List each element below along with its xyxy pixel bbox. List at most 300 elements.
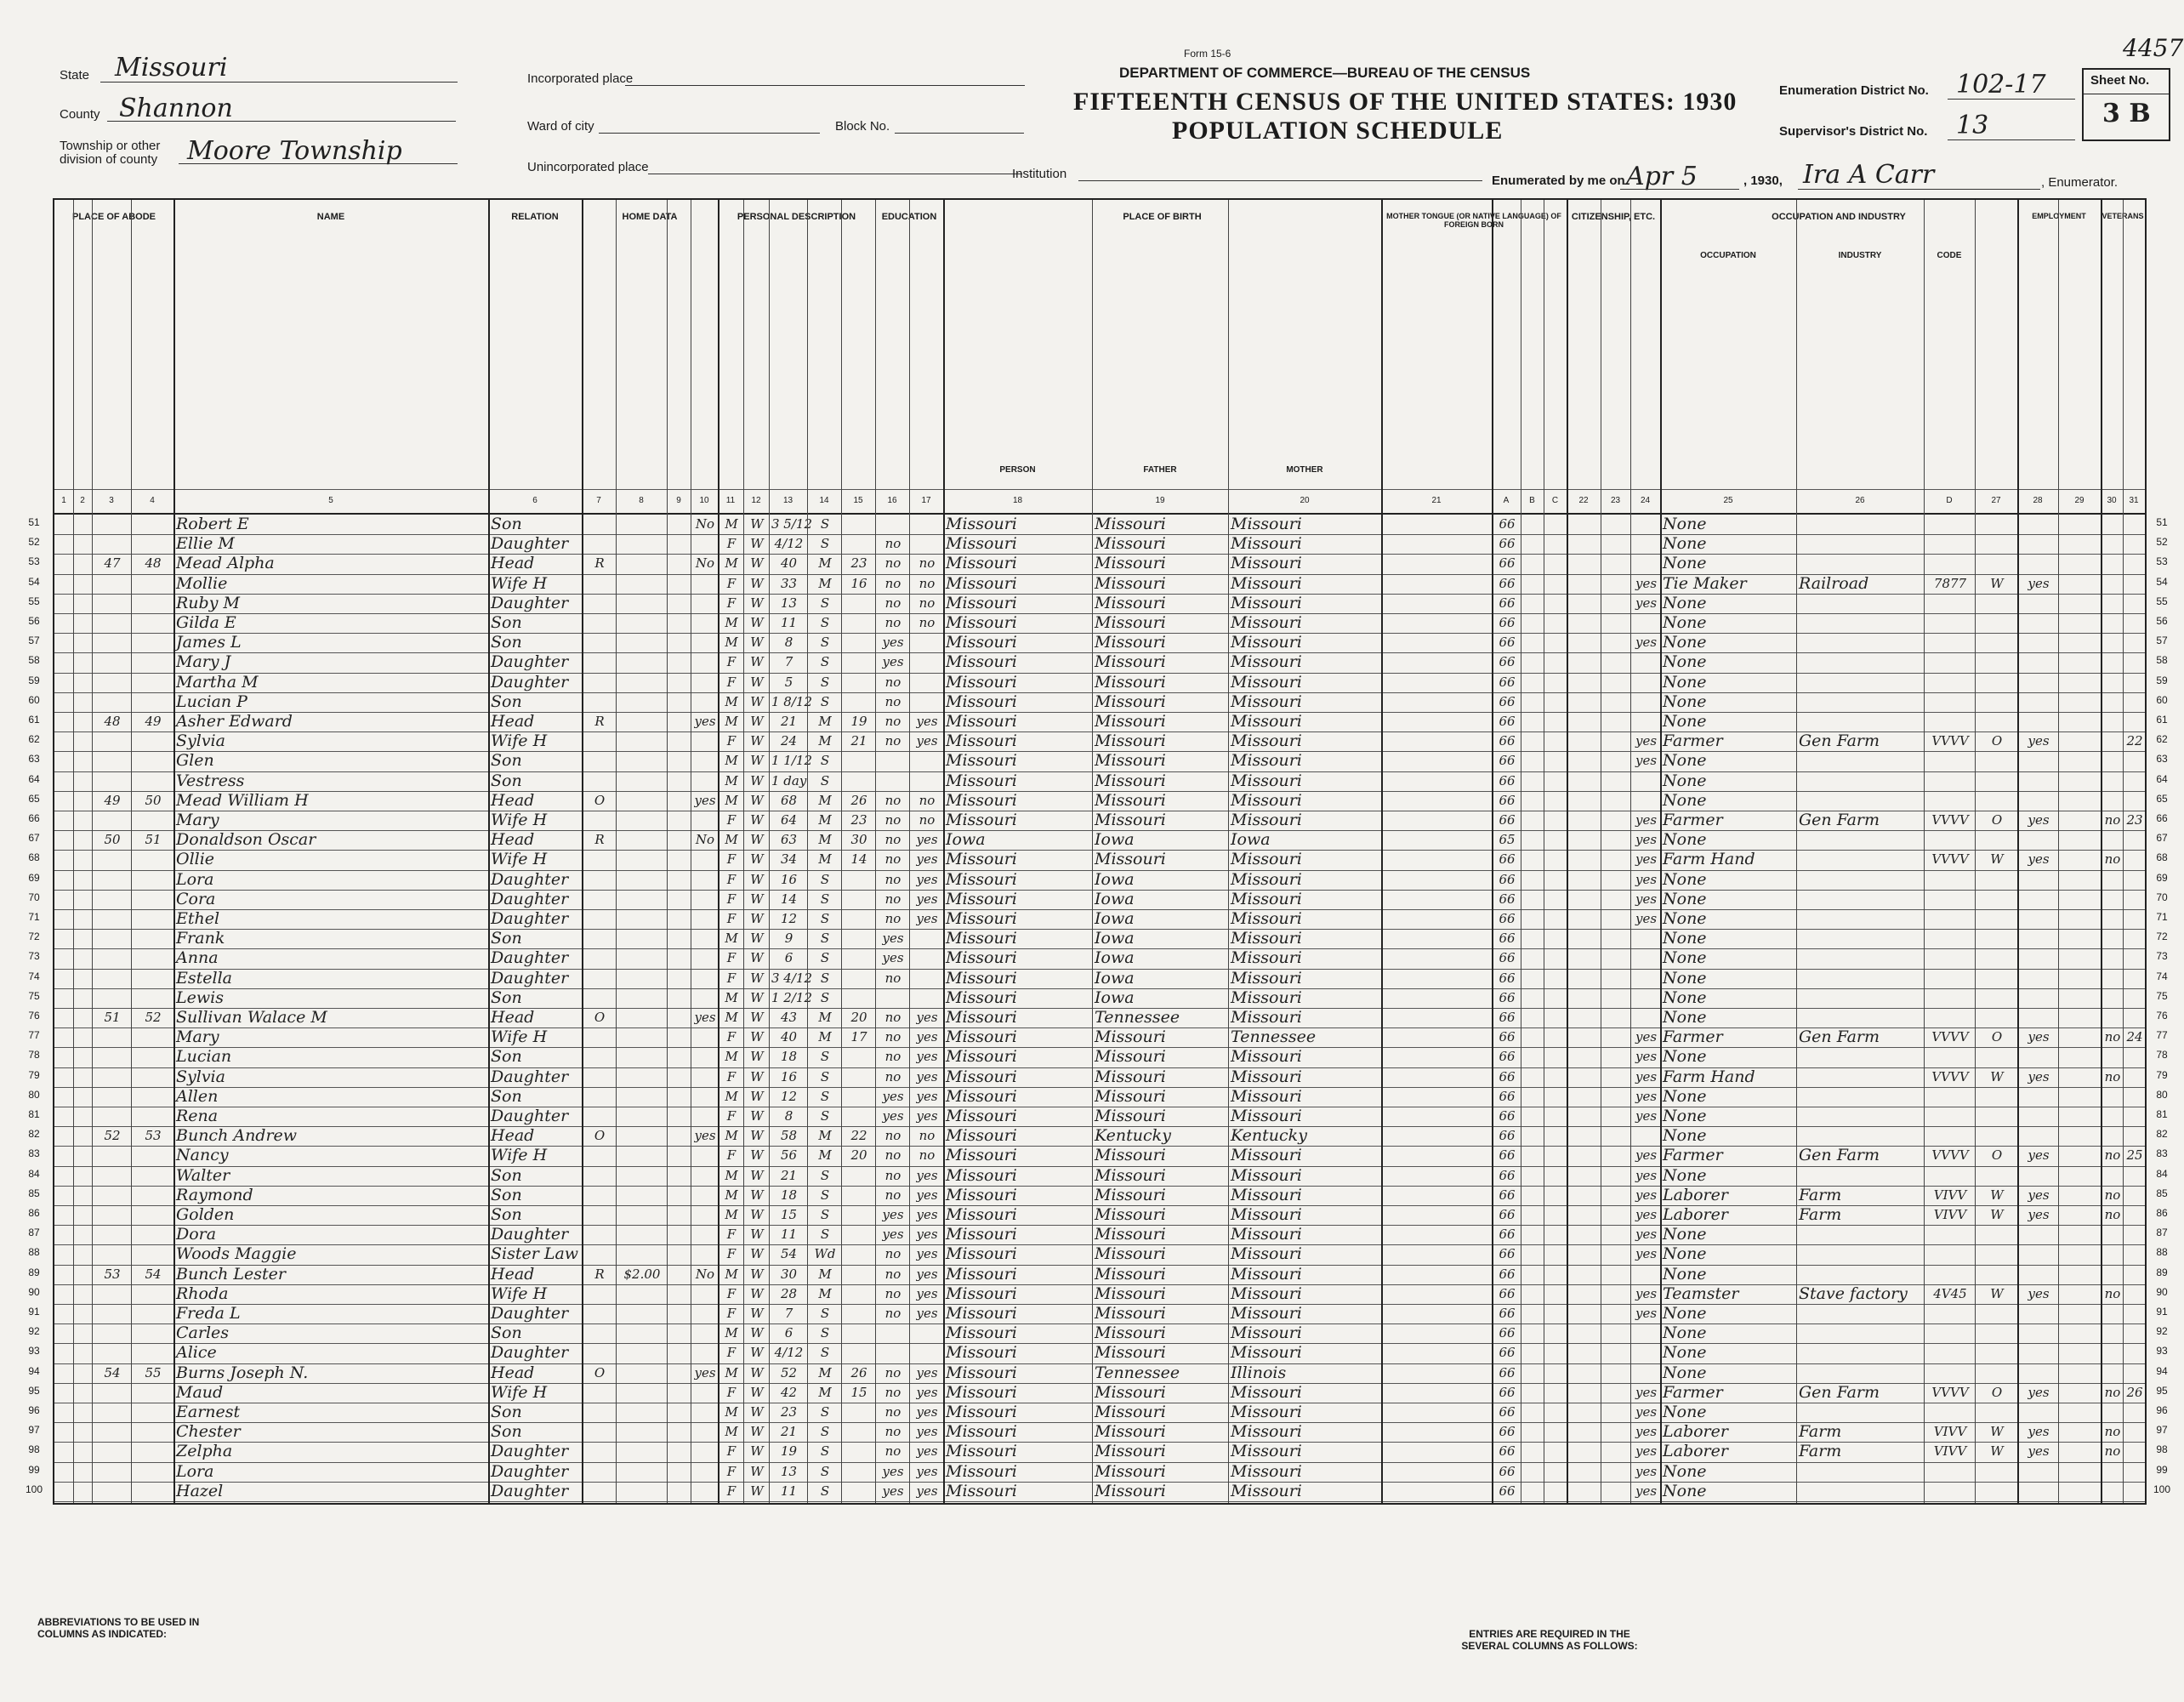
- cell-sch: [878, 771, 908, 791]
- cell-own: [584, 1482, 615, 1501]
- cell-occ: None: [1663, 1323, 1707, 1343]
- cell-own: [584, 751, 615, 771]
- cell-cls: [1977, 1462, 2016, 1482]
- cell-rw: [912, 692, 942, 712]
- cell-cls: [1977, 1244, 2016, 1264]
- cell-age: 40: [780, 1029, 798, 1045]
- line-number: 67: [28, 832, 40, 845]
- cell-fam: 53: [145, 1128, 162, 1144]
- cell-emp: [2020, 1343, 2057, 1363]
- cell-code: 66: [1499, 1345, 1516, 1361]
- cell-radio: [669, 594, 690, 613]
- cell-rel: Head: [491, 712, 535, 731]
- cell-sch: no: [884, 851, 901, 868]
- cell-race: W: [750, 1325, 764, 1341]
- cell-race: W: [750, 812, 764, 828]
- cell-eng: yes: [1635, 1384, 1658, 1400]
- cell-eng: yes: [1635, 1306, 1658, 1321]
- cell-bm: Missouri: [1231, 712, 1302, 731]
- cell-war: [2125, 633, 2144, 652]
- cell-bp: Missouri: [946, 1086, 1017, 1106]
- cell-bp: Missouri: [946, 1403, 1017, 1421]
- cell-rel: Daughter: [491, 652, 569, 672]
- year-label: , 1930,: [1743, 174, 1783, 188]
- cell-race: W: [750, 891, 764, 907]
- cell-emp: [2020, 652, 2057, 672]
- block-label: Block No.: [835, 119, 890, 134]
- cell-eng: [1633, 791, 1659, 811]
- cell-sch: no: [884, 693, 901, 709]
- cell-farm: [693, 1166, 717, 1186]
- cell-sex: F: [726, 1147, 737, 1164]
- cell-race: W: [750, 555, 764, 572]
- column-number: 19: [1155, 496, 1165, 505]
- line-number: 93: [28, 1345, 40, 1358]
- cell-val: [618, 1008, 666, 1027]
- line-number: 58: [28, 654, 40, 667]
- cell-eng: yes: [1635, 1029, 1658, 1045]
- cell-age: 7: [784, 1306, 793, 1321]
- cell-ind: Farm: [1799, 1442, 1842, 1461]
- cell-bf: Iowa: [1095, 988, 1135, 1007]
- cell-sex: F: [726, 536, 737, 552]
- cell-bm: Missouri: [1231, 1225, 1302, 1244]
- cell-emp: [2020, 1047, 2057, 1067]
- cell-war: [2125, 870, 2144, 890]
- cell-bf: Kentucky: [1095, 1126, 1171, 1146]
- cell-ind: Farm: [1799, 1205, 1842, 1224]
- cell-occ: Farmer: [1663, 1382, 1723, 1402]
- cell-am: [844, 870, 874, 890]
- cell-name: Lora: [176, 869, 214, 889]
- cell-bm: Illinois: [1231, 1363, 1287, 1382]
- enumerated-label: Enumerated by me on: [1492, 174, 1625, 188]
- cell-cls: [1977, 1323, 2016, 1343]
- cell-bp: Missouri: [946, 1126, 1017, 1146]
- cell-eng: [1633, 1343, 1659, 1363]
- cell-dw: [94, 1186, 130, 1205]
- cell-rel: Wife H: [491, 1146, 548, 1165]
- cell-sex: F: [726, 733, 737, 749]
- group-citizenship: CITIZENSHIP, ETC.: [1571, 212, 1656, 222]
- cell-code: 66: [1499, 851, 1516, 868]
- cell-fam: [134, 1166, 173, 1186]
- cell-dw: 48: [104, 714, 121, 729]
- cell-age: 18: [780, 1187, 798, 1203]
- cell-vet: [2103, 791, 2122, 811]
- cell-rw: yes: [916, 851, 938, 868]
- cell-vet: [2103, 988, 2122, 1008]
- cell-dw: [94, 1482, 130, 1501]
- cell-bp: Missouri: [946, 1185, 1017, 1204]
- county-value: Shannon: [119, 94, 233, 123]
- cell-age: 1 day: [771, 772, 807, 788]
- cell-vet: [2103, 929, 2122, 948]
- cell-own: [584, 1304, 615, 1323]
- cell-code: 66: [1499, 1128, 1516, 1144]
- cell-radio: [669, 1403, 690, 1422]
- cell-age: 3 5/12: [771, 516, 812, 532]
- cell-bp: Missouri: [946, 1047, 1017, 1067]
- cell-sch: no: [884, 1364, 901, 1380]
- cell-radio: [669, 1462, 690, 1482]
- cell-am: [844, 1107, 874, 1126]
- cell-age: 5: [784, 674, 793, 690]
- cell-emp: [2020, 1462, 2057, 1482]
- cell-name: Woods Maggie: [176, 1244, 297, 1264]
- cell-code: 66: [1499, 1364, 1516, 1380]
- cell-fam: [134, 692, 173, 712]
- cell-farm: yes: [694, 1364, 716, 1380]
- cell-cls: [1977, 515, 2016, 534]
- cell-cls: O: [1991, 1029, 2003, 1045]
- table-row: [54, 1126, 2145, 1146]
- cell-farm: [693, 692, 717, 712]
- table-row: [54, 1462, 2145, 1482]
- cell-name: Frank: [176, 929, 225, 948]
- cell-sch: no: [884, 891, 901, 907]
- cell-rw: [912, 751, 942, 771]
- cell-rw: yes: [916, 1049, 938, 1065]
- cell-occ: None: [1663, 1107, 1707, 1125]
- incorporated-label: Incorporated place: [527, 71, 634, 86]
- cell-farm: [693, 1225, 717, 1244]
- table-row: [54, 1186, 2145, 1205]
- cell-fam: [134, 1027, 173, 1047]
- table-row: [54, 534, 2145, 554]
- cell-val: [618, 515, 666, 534]
- cell-war: [2125, 929, 2144, 948]
- cell-age: 28: [780, 1285, 798, 1301]
- cell-radio: [669, 1265, 690, 1284]
- cell-emp: yes: [2028, 1285, 2050, 1301]
- cell-bp: Missouri: [946, 790, 1017, 810]
- table-row: [54, 929, 2145, 948]
- cell-ind: [1799, 613, 1923, 633]
- cell-bp: Missouri: [946, 1323, 1017, 1343]
- ward-label: Ward of city: [527, 119, 594, 134]
- cell-rel: Daughter: [491, 1442, 569, 1461]
- cell-cls: W: [1990, 1068, 2004, 1084]
- cell-war: [2125, 1225, 2144, 1244]
- cell-name: Walter: [176, 1165, 230, 1185]
- cell-bf: Missouri: [1095, 1027, 1166, 1047]
- cell-farm: [693, 594, 717, 613]
- cell-radio: [669, 534, 690, 554]
- cell-rel: Son: [491, 633, 522, 652]
- cell-sex: M: [725, 1187, 738, 1203]
- cell-vet: [2103, 594, 2122, 613]
- cell-age: 8: [784, 635, 793, 651]
- line-number: 81: [2156, 1108, 2168, 1120]
- cell-occ: None: [1663, 613, 1707, 632]
- cell-rel: Wife H: [491, 573, 548, 593]
- line-number: 53: [2156, 555, 2168, 568]
- cell-rw: yes: [916, 1463, 938, 1479]
- cell-ind: [1799, 969, 1923, 988]
- cell-farm: [693, 1146, 717, 1165]
- cell-age: 11: [780, 615, 798, 630]
- cell-am: 19: [850, 714, 867, 729]
- cell-ocode: [1926, 1047, 1974, 1067]
- line-number: 57: [2156, 635, 2168, 647]
- cell-sex: F: [726, 1246, 737, 1262]
- cell-bm: Missouri: [1231, 593, 1302, 612]
- cell-radio: [669, 1323, 690, 1343]
- cell-ocode: [1926, 929, 1974, 948]
- cell-bp: Missouri: [946, 1363, 1017, 1382]
- cell-fam: [134, 890, 173, 909]
- cell-eng: yes: [1635, 1108, 1658, 1124]
- column-number: 29: [2074, 496, 2084, 505]
- cell-radio: [669, 1482, 690, 1501]
- cell-cls: [1977, 534, 2016, 554]
- cell-rel: Daughter: [491, 534, 569, 554]
- cell-mar: S: [820, 595, 830, 611]
- cell-dw: [94, 692, 130, 712]
- cell-cls: [1977, 1087, 2016, 1107]
- cell-sex: M: [725, 1266, 738, 1282]
- cell-sch: [878, 1323, 908, 1343]
- cell-val: [618, 1047, 666, 1067]
- cell-farm: [693, 1422, 717, 1442]
- cell-mar: S: [820, 753, 830, 769]
- cell-war: [2125, 534, 2144, 554]
- cell-rel: Daughter: [491, 593, 569, 612]
- cell-bf: Missouri: [1095, 1205, 1166, 1224]
- cell-war: [2125, 1363, 2144, 1383]
- cell-race: W: [750, 1207, 764, 1222]
- cell-farm: [693, 890, 717, 909]
- line-number: 80: [28, 1088, 40, 1101]
- cell-dw: [94, 515, 130, 534]
- cell-race: W: [750, 674, 764, 690]
- cell-occ: None: [1663, 1403, 1707, 1421]
- cell-age: 13: [780, 595, 798, 611]
- cell-vet: [2103, 890, 2122, 909]
- cell-mar: S: [820, 1068, 830, 1084]
- cell-bf: Missouri: [1095, 790, 1166, 810]
- cell-war: [2125, 791, 2144, 811]
- cell-bp: Missouri: [946, 1264, 1017, 1284]
- cell-val: [618, 1166, 666, 1186]
- cell-sch: no: [884, 714, 901, 729]
- table-row: [54, 1304, 2145, 1323]
- cell-code: 66: [1499, 714, 1516, 729]
- cell-am: 15: [850, 1384, 867, 1400]
- cell-dw: [94, 1284, 130, 1304]
- line-number: 79: [28, 1068, 40, 1081]
- cell-occ: Farmer: [1663, 1146, 1723, 1165]
- cell-vet: [2103, 731, 2122, 751]
- cell-dw: [94, 1067, 130, 1087]
- table-row: [54, 594, 2145, 613]
- cell-war: [2125, 1343, 2144, 1363]
- cell-rw: yes: [916, 1306, 938, 1321]
- cell-cls: O: [1991, 1384, 2003, 1400]
- cell-bp: Missouri: [946, 1067, 1017, 1086]
- cell-vet: [2103, 534, 2122, 554]
- cell-code: 66: [1499, 792, 1516, 808]
- enum-district-value: 102-17: [1956, 70, 2046, 100]
- cell-race: W: [750, 851, 764, 868]
- line-number: 78: [2156, 1049, 2168, 1062]
- table-row: [54, 1403, 2145, 1422]
- page-subtitle: POPULATION SCHEDULE: [1172, 117, 1504, 145]
- cell-ocode: [1926, 1126, 1974, 1146]
- cell-ocode: [1926, 1323, 1974, 1343]
- cell-dw: [94, 1343, 130, 1363]
- cell-ind: [1799, 554, 1923, 573]
- cell-war: [2125, 1087, 2144, 1107]
- table-row: [54, 1166, 2145, 1186]
- cell-bf: Missouri: [1095, 771, 1166, 790]
- cell-own: O: [594, 1128, 606, 1144]
- cell-war: [2125, 712, 2144, 731]
- cell-bm: Missouri: [1231, 889, 1302, 908]
- cell-am: 23: [850, 555, 867, 572]
- cell-bm: Missouri: [1231, 1047, 1302, 1067]
- cell-mar: S: [820, 1207, 830, 1222]
- cell-vet: [2103, 633, 2122, 652]
- cell-fam: [134, 1383, 173, 1403]
- cell-rw: yes: [916, 1364, 938, 1380]
- cell-war: [2125, 673, 2144, 692]
- cell-val: [618, 1284, 666, 1304]
- line-number: 84: [28, 1167, 40, 1180]
- cell-val: [618, 731, 666, 751]
- cell-name: James L: [176, 633, 242, 652]
- cell-age: 56: [780, 1147, 798, 1164]
- cell-bp: Missouri: [946, 554, 1017, 573]
- cell-rel: Son: [491, 1047, 522, 1067]
- cell-dw: [94, 1403, 130, 1422]
- cell-ind: [1799, 988, 1923, 1008]
- cell-radio: [669, 811, 690, 830]
- cell-dw: [94, 771, 130, 791]
- cell-age: 19: [780, 1443, 798, 1460]
- cell-bp: Missouri: [946, 811, 1017, 829]
- cell-sex: M: [725, 555, 738, 572]
- cell-bm: Missouri: [1231, 1107, 1302, 1125]
- cell-val: [618, 1087, 666, 1107]
- cell-race: W: [750, 1029, 764, 1045]
- cell-code: 66: [1499, 516, 1516, 532]
- cell-val: $2.00: [623, 1266, 661, 1282]
- cell-name: Nancy: [176, 1146, 229, 1165]
- cell-war: 25: [2126, 1147, 2143, 1164]
- cell-ocode: [1926, 751, 1974, 771]
- cell-fam: 51: [145, 832, 162, 848]
- table-row: [54, 988, 2145, 1008]
- cell-occ: None: [1663, 1008, 1707, 1027]
- cell-vet: no: [2104, 1187, 2121, 1203]
- cell-war: [2125, 1244, 2144, 1264]
- cell-age: 9: [784, 931, 793, 947]
- cell-radio: [669, 1027, 690, 1047]
- line-number: 95: [2156, 1384, 2168, 1397]
- cell-race: W: [750, 1049, 764, 1065]
- cell-bp: Missouri: [946, 850, 1017, 869]
- cell-code: 66: [1499, 950, 1516, 966]
- enumerator-label: , Enumerator.: [2041, 175, 2119, 190]
- cell-emp: [2020, 1265, 2057, 1284]
- line-number: 100: [25, 1483, 43, 1495]
- cell-eng: [1633, 1265, 1659, 1284]
- cell-val: [618, 1304, 666, 1323]
- cell-am: [844, 1067, 874, 1087]
- cell-fam: [134, 594, 173, 613]
- cell-ind: [1799, 712, 1923, 731]
- cell-sch: no: [884, 575, 901, 591]
- cell-cls: [1977, 1304, 2016, 1323]
- group-birth: PLACE OF BIRTH: [1123, 212, 1202, 222]
- cell-race: W: [750, 1404, 764, 1420]
- cell-bf: Missouri: [1095, 1067, 1166, 1086]
- cell-val: [618, 1442, 666, 1461]
- group-name: NAME: [316, 212, 345, 222]
- cell-code: 66: [1499, 615, 1516, 630]
- cell-war: [2125, 1008, 2144, 1027]
- cell-code: 66: [1499, 1285, 1516, 1301]
- cell-eng: yes: [1635, 1483, 1658, 1499]
- cell-bp: Missouri: [946, 751, 1017, 771]
- cell-farm: [693, 1205, 717, 1225]
- cell-ocode: 4V45: [1933, 1285, 1967, 1301]
- cell-name: Lucian P: [176, 692, 247, 711]
- cell-emp: [2020, 929, 2057, 948]
- column-number: 16: [887, 496, 897, 505]
- line-number: 67: [2156, 832, 2168, 845]
- cell-ocode: VVVV: [1931, 812, 1969, 828]
- cell-bp: Missouri: [946, 1461, 1017, 1481]
- cell-mar: M: [818, 812, 832, 828]
- line-number: 90: [28, 1285, 40, 1298]
- cell-dw: [94, 1205, 130, 1225]
- cell-vet: [2103, 652, 2122, 672]
- cell-val: [618, 850, 666, 869]
- cell-sex: F: [726, 1306, 737, 1321]
- cell-own: [584, 1244, 615, 1264]
- cell-emp: [2020, 554, 2057, 573]
- cell-occ: None: [1663, 790, 1707, 810]
- cell-name: Carles: [176, 1323, 230, 1343]
- cell-sex: M: [725, 1049, 738, 1065]
- cell-rel: Daughter: [491, 1107, 569, 1125]
- column-number: 5: [328, 496, 333, 505]
- cell-name: Sylvia: [176, 731, 225, 751]
- line-number: 91: [28, 1306, 40, 1318]
- cell-farm: [693, 988, 717, 1008]
- cell-cls: [1977, 929, 2016, 948]
- cell-vet: [2103, 751, 2122, 771]
- cell-eng: [1633, 1126, 1659, 1146]
- line-number: 93: [2156, 1345, 2168, 1358]
- cell-race: W: [750, 950, 764, 966]
- cell-dw: 51: [104, 1010, 121, 1025]
- cell-am: 22: [850, 1128, 867, 1144]
- column-number: 3: [109, 496, 114, 505]
- cell-bf: Missouri: [1095, 633, 1166, 652]
- cell-race: W: [750, 635, 764, 651]
- table-row: [54, 1442, 2145, 1461]
- cell-vet: [2103, 1304, 2122, 1323]
- cell-own: [584, 909, 615, 929]
- state-label: State: [60, 68, 90, 83]
- cell-cls: [1977, 969, 2016, 988]
- cell-vet: [2103, 1265, 2122, 1284]
- cell-rw: [912, 515, 942, 534]
